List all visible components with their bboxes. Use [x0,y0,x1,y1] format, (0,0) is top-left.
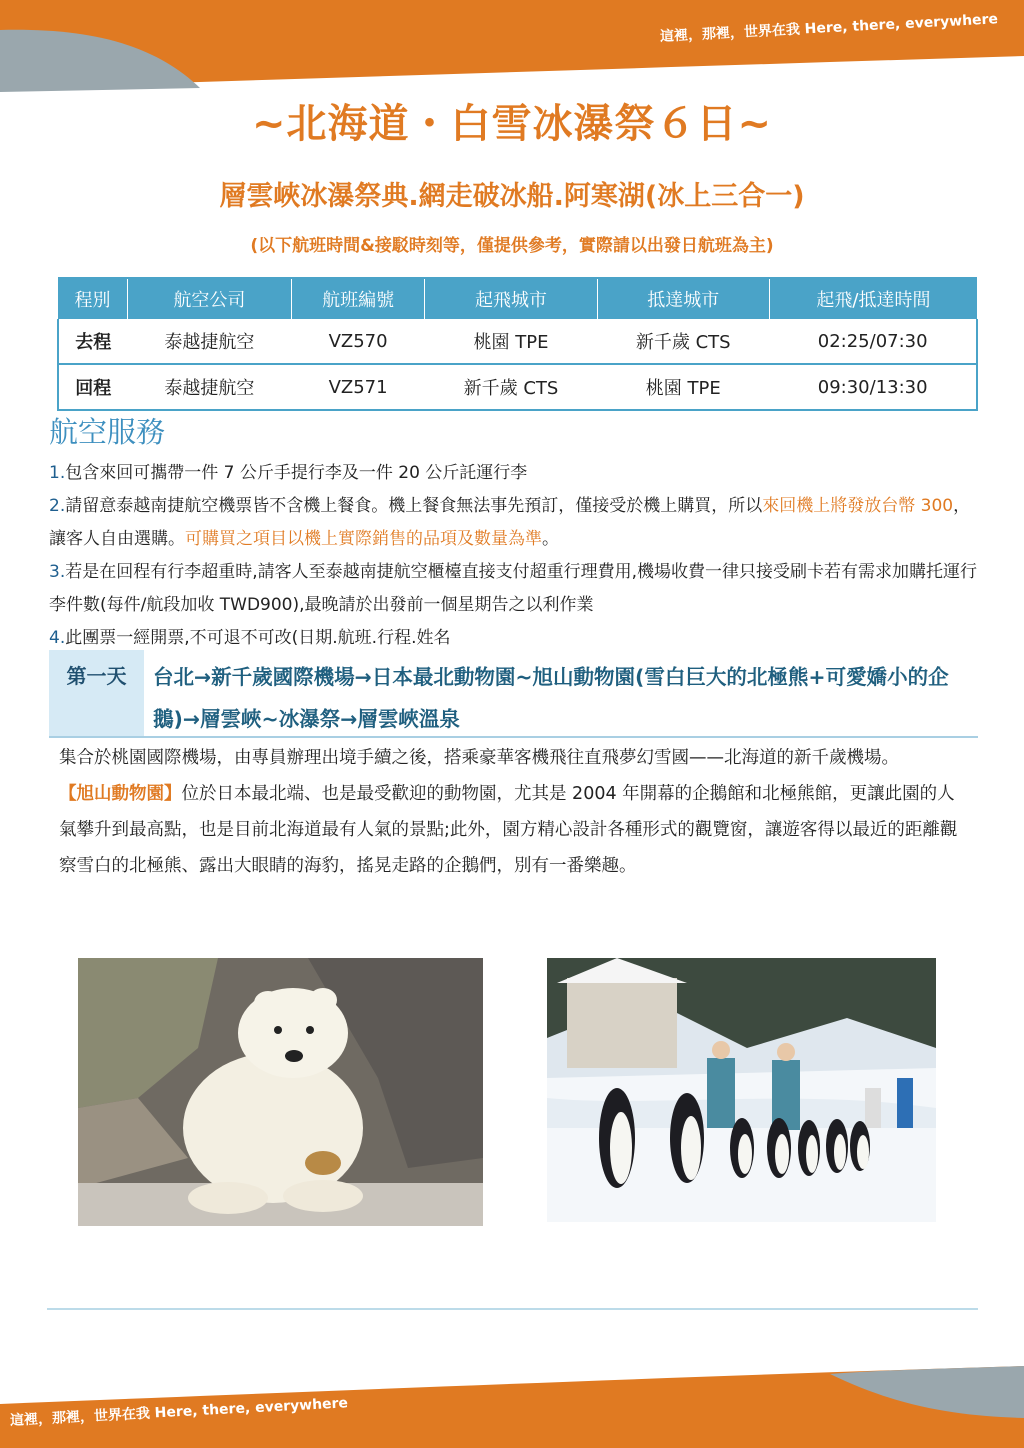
header-flight-number: 航班編號 [291,278,425,319]
item-text: ，讓客人自由選購。 [49,496,971,549]
service-item-2 [49,490,979,556]
header-leg: 程別 [58,278,127,319]
item-number: 2. [49,496,66,516]
cell-airline: 泰越捷航空 [127,364,291,410]
attraction-text: 位於日本最北端、也是最受歡迎的動物園，尤其是 2004 年開幕的企鵝館和北極熊館，更讓此園的人氣攀升到最高點，也是目前北海道最有人氣的景點;此外，園方精心設計各種形式的觀覽窗，讓遊客得以最近的距離觀察雪白的北極熊、露出大眼睛的海豹，搖晃走路的企鵝們，別有一番樂趣。 [59,784,958,876]
item-text: 請留意泰越南捷航空機票皆不含機上餐食。機上餐食無法事先預訂，僅接受於機上購買，所以 [65,496,763,516]
day-paragraph [59,776,969,884]
header-airline: 航空公司 [127,278,291,319]
day-1-description [59,740,969,884]
header-departure-city: 起飛城市 [425,278,597,319]
item-highlight: 來回機上將發放台幣 300 [762,496,954,516]
day-label: 第一天 [49,650,144,736]
day-paragraph: 集合於桃園國際機場，由專員辦理出境手續之後，搭乘豪華客機飛往直飛夢幻雪國——北海道的新千歲機場。 [59,748,899,768]
item-number: 3. [49,562,66,582]
table-row [58,319,977,364]
table-row [58,364,977,410]
cell-arrival-city: 桃園 TPE [597,364,769,410]
item-number: 4. [49,628,66,648]
cell-flight-number: VZ571 [291,364,425,410]
cell-flight-number: VZ570 [291,319,425,364]
attraction-tag: 【旭山動物園】 [59,784,182,804]
penguin-parade-photo [547,958,936,1222]
cell-leg: 回程 [58,364,127,410]
item-text: 若是在回程有行李超重時,請客人至泰越南捷航空櫃檯直接支付超重行理費用,機場收費一律只接受刷卡若有需求加購托運行李件數(每件/航段加收 TWD900),最晚請於出發前一個星期告之以利作業 [49,562,978,615]
item-number: 1. [49,463,66,483]
item-text: 此團票一經開票,不可退不可改(日期.航班.行程.姓名 [65,628,451,648]
cell-departure-city: 新千歲 CTS [425,364,597,410]
cell-time: 02:25/07:30 [769,319,977,364]
flight-table-header-row [58,278,977,319]
bottom-slogan: 這裡，那裡，世界在我 Here, there, everywhere [9,1395,349,1429]
header-arrival-city: 抵達城市 [597,278,769,319]
item-text: 。 [542,529,559,549]
cell-leg: 去程 [58,319,127,364]
polar-bear-photo [78,958,483,1226]
cell-arrival-city: 新千歲 CTS [597,319,769,364]
page-subtitle: 層雲峽冰瀑祭典.網走破冰船.阿寒湖(冰上三合一) [219,181,805,212]
divider [47,1308,978,1310]
item-highlight: 可購買之項目以機上實際銷售的品項及數量為準 [185,529,542,549]
cell-airline: 泰越捷航空 [127,319,291,364]
airline-services-heading: 航空服務 [49,415,166,449]
flight-table [57,277,978,411]
airline-services-list [49,457,979,655]
item-text: 包含來回可攜帶一件 7 公斤手提行李及一件 20 公斤託運行李 [65,463,528,483]
day-1-header [49,650,978,738]
schedule-note: (以下航班時間&接駁時刻等，僅提供參考，實際請以出發日航班為主) [250,236,774,256]
service-item-1 [49,457,979,490]
header-time: 起飛/抵達時間 [769,278,977,319]
top-slogan: 這裡，那裡，世界在我 Here, there, everywhere [659,11,999,45]
cell-time: 09:30/13:30 [769,364,977,410]
cell-departure-city: 桃園 TPE [425,319,597,364]
service-item-3 [49,556,979,622]
day-route: 台北→新千歲國際機場→日本最北動物園~旭山動物園(雪白巨大的北極熊+可愛嬌小的企鵝)→層雲峽~冰瀑祭→層雲峽溫泉 [153,665,949,731]
page-title: ~北海道・白雪冰瀑祭６日~ [251,101,773,147]
